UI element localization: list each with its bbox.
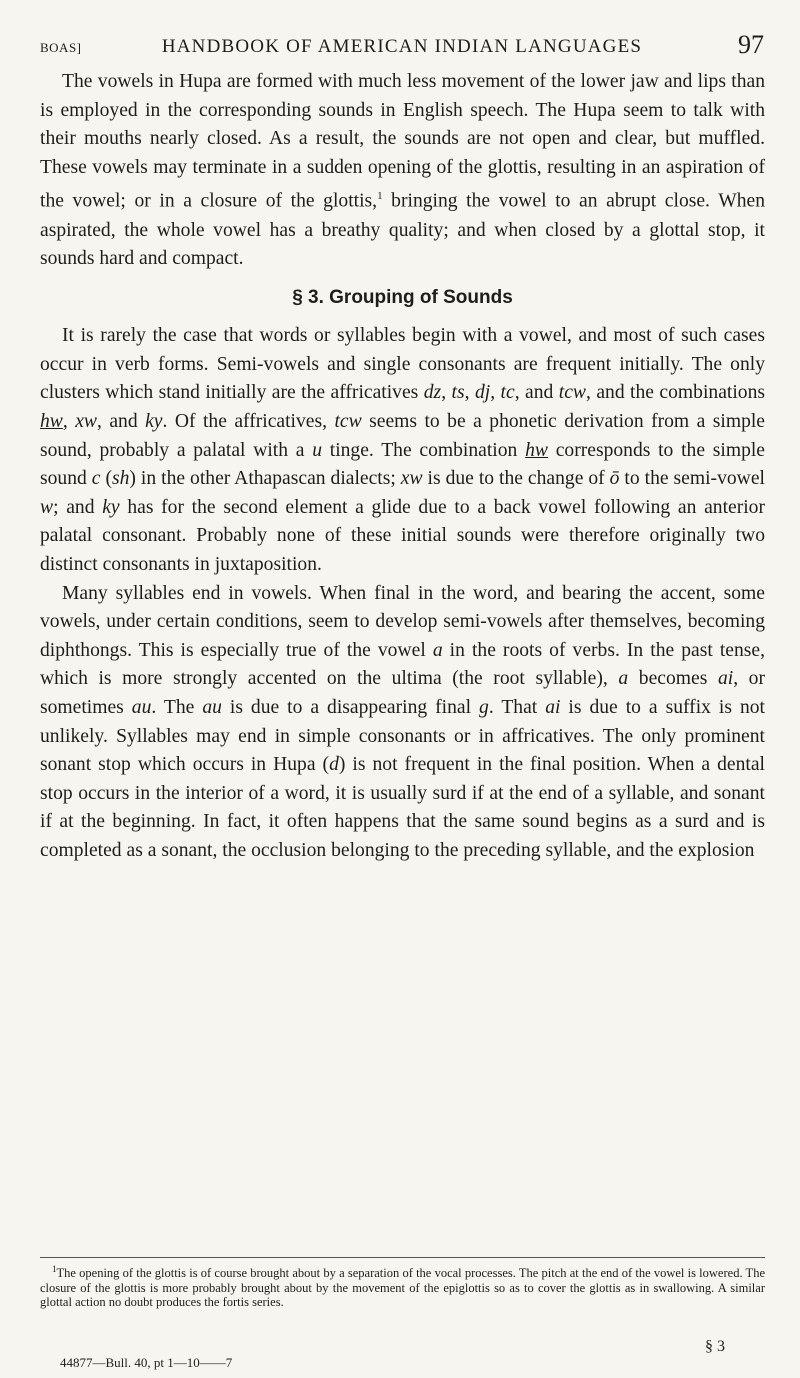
section-heading: § 3. Grouping of Sounds bbox=[292, 286, 513, 308]
page-number: 97 bbox=[738, 30, 764, 59]
footnote: $^1$The opening of the glottis is of course brought about by a separation of the vocal processes. The pitch at the end of the vowel is lowered. The closure of the glottis is more probably brought about by the movement of the epiglottis so as to cover the glottis as in swallowing. A similar glottal action no doubt produces the fortis series. bbox=[40, 1264, 765, 1310]
paragraph-vowels: The vowels in Hupa are formed with much less movement of the lower jaw and lips than is employed in the corresponding sounds in English speech. The Hupa seem to talk with their mouths nearly closed. As a result, the sounds are not open and clear, but muffled. These vowels may terminate in a sudden opening of the glottis, resulting in an aspiration of the vowel; or in a closure of the glottis,$^1$ bringing the vowel to an abrupt close. When aspirated, the whole vowel has a breathy quality; and when closed by a glottal stop, it sounds hard and compact. bbox=[40, 71, 765, 270]
paragraph-grouping: It is rarely the case that words or syllables begin with a vowel, and most of such cases occur in verb forms. Semi-vowels and single consonants are frequent initially. The only clusters which stand initially are the affricatives dz, ts, dj, tc, and tcw, and the combinations hw, xw, and ky. Of the affricatives, tcw seems to be a phonetic derivation from a simple sound, probably a palatal with a u tinge. The combination hw corresponds to the simple sound c (sh) in the other Athapascan dialects; xw is due to the change of ō to the semi-vowel w; and ky has for the second element a glide due to a back vowel following an anterior palatal consonant. Probably none of these initial sounds were therefore originally two distinct consonants in juxtaposition. bbox=[40, 325, 766, 576]
footnote-divider bbox=[40, 1257, 765, 1258]
book-title-running-head: HANDBOOK OF AMERICAN INDIAN LANGUAGES bbox=[161, 36, 643, 57]
main-text bbox=[40, 68, 765, 866]
running-header bbox=[40, 30, 764, 60]
footnote-ref: 1 bbox=[377, 190, 383, 203]
printer-signature-mark: 44877—Bull. 40, pt 1—10——7 bbox=[60, 1355, 233, 1370]
paragraph-syllable-endings: Many syllables end in vowels. When final in the word, and bearing the accent, some vowels, under certain conditions, seem to develop semi-vowels after themselves, becoming diphthongs. This is especially true of the vowel a in the roots of verbs. In the past tense, which is more strongly accented on the ultima (the root syllable), a becomes ai, or sometimes au. The au is due to a disappearing final g. That ai is due to a suffix is not unlikely. Syllables may end in simple consonants or in affricatives. The only prominent sonant stop which occurs in Hupa (d) is not frequent in the final position. When a dental stop occurs in the interior of a word, it is usually surd if at the end of a syllable, and sonant if at the beginning. In fact, it often happens that the same sound begins as a surd and is completed as a sonant, the occlusion belonging to the preceding syllable, and the explosion bbox=[40, 582, 766, 861]
author-running-head: BOAS] bbox=[40, 40, 82, 55]
footnote-marker: 1 bbox=[52, 1264, 57, 1274]
section-signature: § 3 bbox=[705, 1338, 725, 1355]
